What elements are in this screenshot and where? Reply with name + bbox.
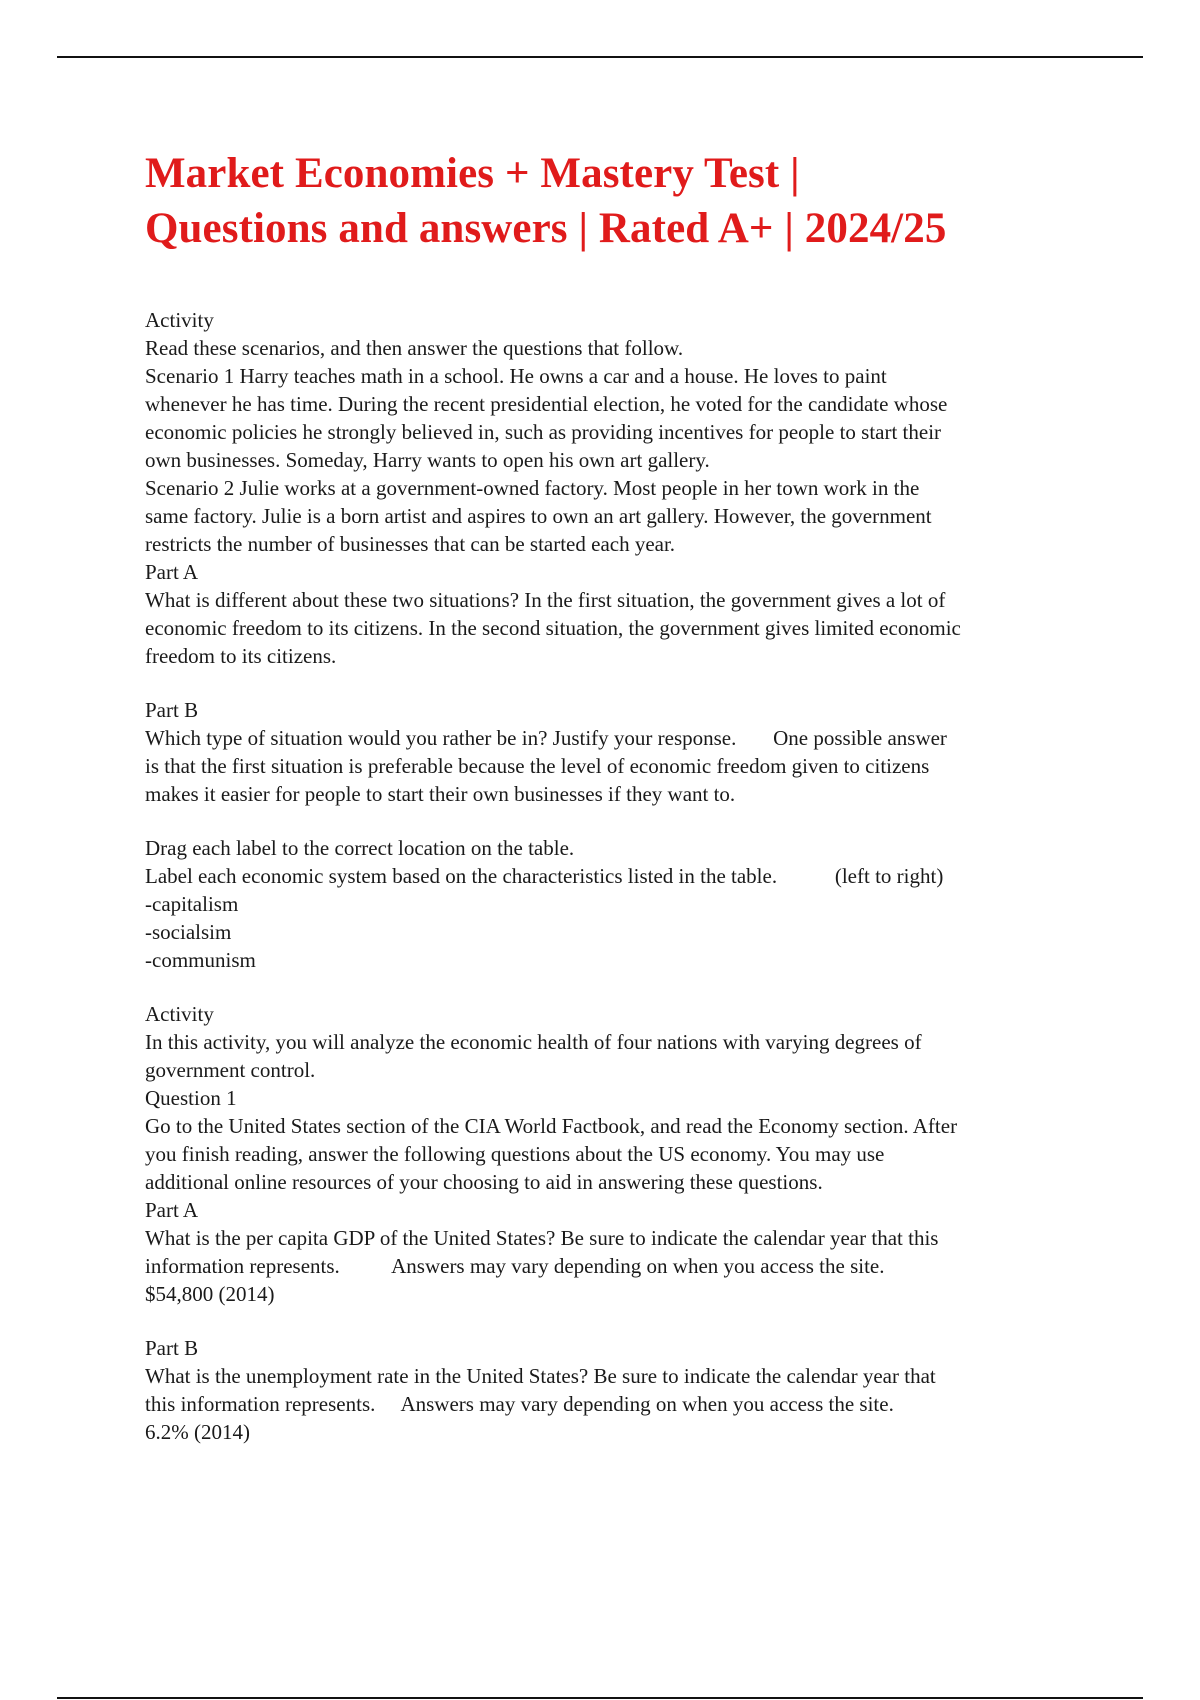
part-b-text: Which type of situation would you rather be in? Justify your response. One possible answer [145, 726, 947, 750]
part-a-label: Part A [145, 560, 199, 584]
bottom-rule [57, 1697, 1143, 1699]
spacer [145, 670, 1090, 696]
question-1-text: additional online resources of your choosing to aid in answering these questions. [145, 1170, 823, 1194]
part-a-text: freedom to its citizens. [145, 644, 337, 668]
part-a-text: What is the per capita GDP of the United States? Be sure to indicate the calendar year that this [145, 1226, 939, 1250]
part-a-answer: $54,800 (2014) [145, 1282, 275, 1306]
spacer [145, 974, 1090, 1000]
question-1-text: you finish reading, answer the following questions about the US economy. You may use [145, 1142, 885, 1166]
scenario-1-line: whenever he has time. During the recent presidential election, he voted for the candidate whose [145, 392, 948, 416]
activity-intro: In this activity, you will analyze the economic health of four nations with varying degrees of [145, 1030, 922, 1054]
part-a-label: Part A [145, 1198, 199, 1222]
scenario-2-line: restricts the number of businesses that can be started each year. [145, 532, 676, 556]
title-line-2: Questions and answers | Rated A+ | 2024/25 [145, 205, 947, 252]
document-page [145, 146, 1090, 1446]
list-item-socialism: -socialsim [145, 920, 232, 944]
part-b-answer: 6.2% (2014) [145, 1420, 250, 1444]
title-line-1: Market Economies + Mastery Test | [145, 150, 800, 197]
scenario-1-line: own businesses. Someday, Harry wants to open his own art gallery. [145, 448, 710, 472]
part-a-text: What is different about these two situations? In the first situation, the government gives a lot of [145, 588, 946, 612]
drag-label-line: Label each economic system based on the characteristics listed in the table. (left to right) [145, 864, 944, 888]
spacer [145, 808, 1090, 834]
scenario-1-line: economic policies he strongly believed in, such as providing incentives for people to start their [145, 420, 942, 444]
part-a-text: economic freedom to its citizens. In the second situation, the government gives limited economic [145, 616, 961, 640]
document-title [145, 146, 1090, 256]
scenario-2-line: Scenario 2 Julie works at a government-owned factory. Most people in her town work in the [145, 476, 920, 500]
top-rule [57, 56, 1143, 58]
list-item-communism: -communism [145, 948, 256, 972]
document-body [145, 306, 1090, 1446]
drag-instruction: Drag each label to the correct location on the table. [145, 836, 575, 860]
activity-heading: Activity [145, 308, 214, 332]
question-1-text: Go to the United States section of the CIA World Factbook, and read the Economy section. After [145, 1114, 958, 1138]
part-b-text: this information represents. Answers may vary depending on when you access the site. [145, 1392, 894, 1416]
activity-heading: Activity [145, 1002, 214, 1026]
activity-intro: Read these scenarios, and then answer the questions that follow. [145, 336, 684, 360]
scenario-2-line: same factory. Julie is a born artist and aspires to own an art gallery. However, the government [145, 504, 932, 528]
scenario-1-line: Scenario 1 Harry teaches math in a school. He owns a car and a house. He loves to paint [145, 364, 887, 388]
part-b-label: Part B [145, 698, 199, 722]
part-b-text: makes it easier for people to start their own businesses if they want to. [145, 782, 736, 806]
activity-intro: government control. [145, 1058, 316, 1082]
part-b-text: What is the unemployment rate in the United States? Be sure to indicate the calendar year that [145, 1364, 936, 1388]
spacer [145, 1308, 1090, 1334]
question-1-label: Question 1 [145, 1086, 237, 1110]
part-b-label: Part B [145, 1336, 199, 1360]
part-b-text: is that the first situation is preferable because the level of economic freedom given to citizens [145, 754, 930, 778]
part-a-text: information represents. Answers may vary depending on when you access the site. [145, 1254, 885, 1278]
list-item-capitalism: -capitalism [145, 892, 239, 916]
